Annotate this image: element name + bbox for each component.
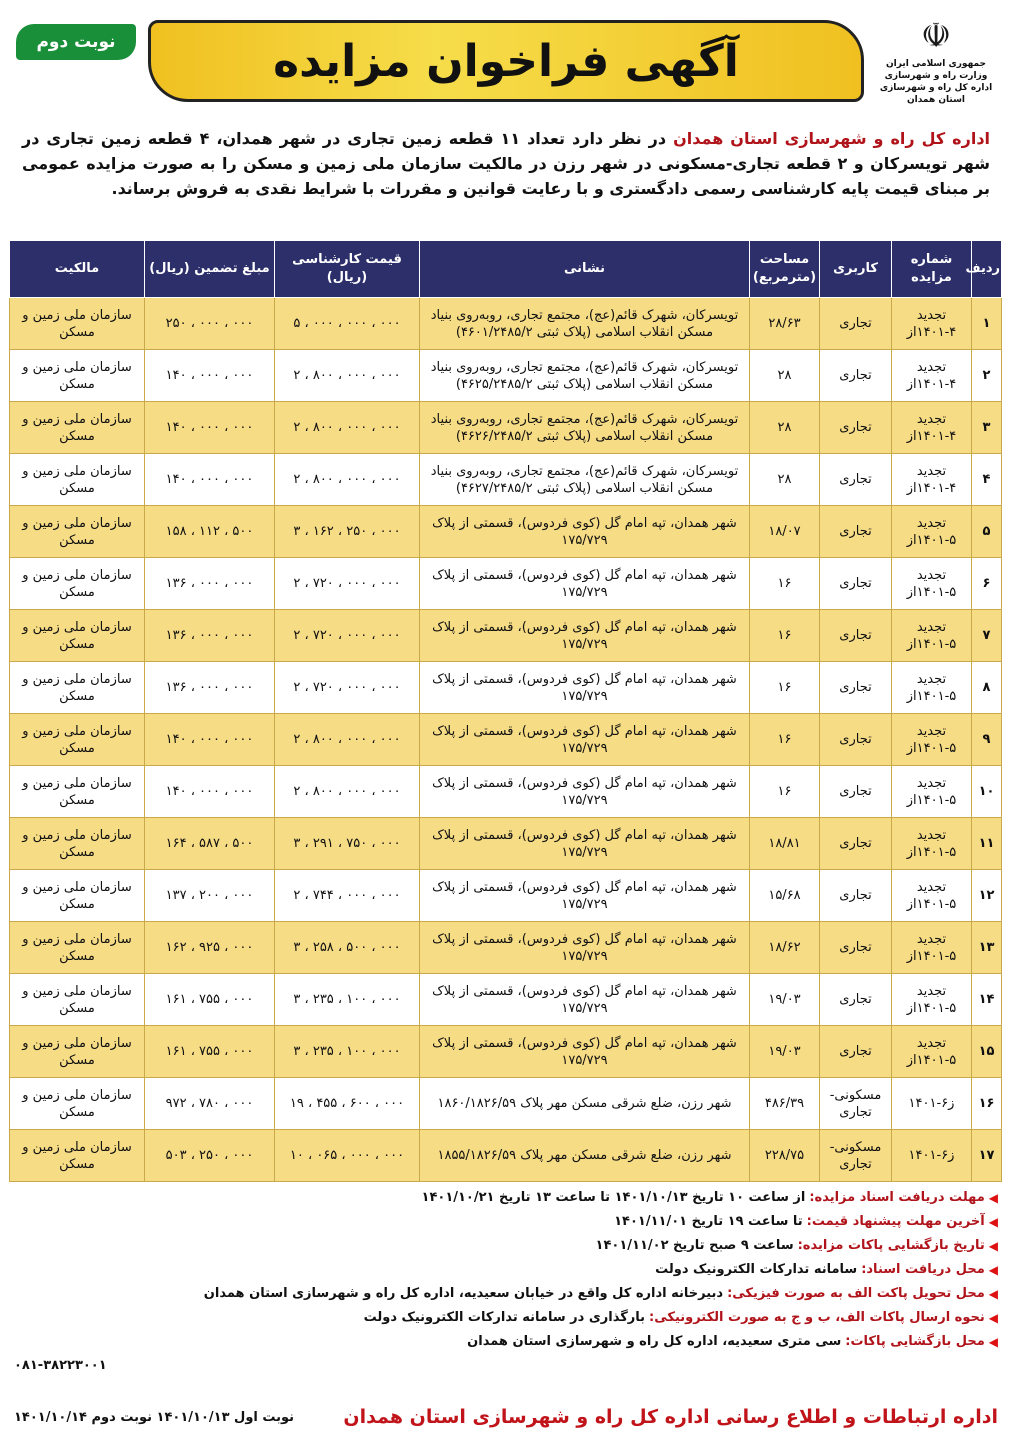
cell-address: شهر همدان، تپه امام گل (کوی فردوس)، قسمتی از پلاک ۱۷۵/۷۲۹ [420, 818, 750, 870]
title-banner [148, 20, 864, 102]
cell-area: ۱۹/۰۳ [750, 974, 820, 1026]
table-row [10, 922, 1002, 974]
table-row [10, 766, 1002, 818]
cell-owner: سازمان ملی زمین و مسکن [10, 818, 145, 870]
note-value: سامانه تدارکات الکترونیک دولت [655, 1262, 858, 1277]
table-row [10, 818, 1002, 870]
note-value: بارگذاری در سامانه تدارکات الکترونیک دولت [363, 1310, 646, 1325]
table-row [10, 558, 1002, 610]
table-row [10, 402, 1002, 454]
cell-owner: سازمان ملی زمین و مسکن [10, 922, 145, 974]
cell-area: ۲۸ [750, 350, 820, 402]
cell-auction-no: تجدید ۵-۱۴۰۱از [892, 558, 972, 610]
note-item [14, 1306, 998, 1330]
cell-price: ۲ ، ۸۰۰ ، ۰۰۰ ، ۰۰۰ [275, 454, 420, 506]
cell-deposit: ۱۴۰ ، ۰۰۰ ، ۰۰۰ [145, 454, 275, 506]
cell-usage: تجاری [820, 558, 892, 610]
table-row [10, 1130, 1002, 1182]
cell-usage: مسکونی-تجاری [820, 1078, 892, 1130]
cell-deposit: ۱۶۱ ، ۷۵۵ ، ۰۰۰ [145, 974, 275, 1026]
org-line1: جمهوری اسلامی ایران [885, 59, 987, 69]
note-item [14, 1330, 998, 1354]
cell-owner: سازمان ملی زمین و مسکن [10, 506, 145, 558]
note-key: نحوه ارسال پاکات الف، ب و ج به صورت الکترونیکی: [649, 1310, 985, 1325]
cell-address: تویسرکان، شهرک قائم(عج)، مجتمع تجاری، روبه‌روی بنیاد مسکن انقلاب اسلامی (پلاک ثبتی ۴۶۲۵/۲۴۸۵/۲) [420, 350, 750, 402]
phone-number: ۰۸۱-۳۸۲۲۳۰۰۱ [14, 1358, 107, 1373]
note-key: محل بازگشایی پاکات: [845, 1334, 985, 1349]
cell-area: ۱۶ [750, 714, 820, 766]
cell-address: تویسرکان، شهرک قائم(عج)، مجتمع تجاری، روبه‌روی بنیاد مسکن انقلاب اسلامی (پلاک ثبتی ۴۶۲۶/۲۴۸۵/۲) [420, 402, 750, 454]
cell-area: ۱۵/۶۸ [750, 870, 820, 922]
cell-deposit: ۱۵۸ ، ۱۱۲ ، ۵۰۰ [145, 506, 275, 558]
cell-address: شهر همدان، تپه امام گل (کوی فردوس)، قسمتی از پلاک ۱۷۵/۷۲۹ [420, 1026, 750, 1078]
cell-usage: تجاری [820, 974, 892, 1026]
note-key: آخرین مهلت پیشنهاد قیمت: [806, 1214, 985, 1229]
cell-area: ۱۸/۶۲ [750, 922, 820, 974]
government-emblem [876, 14, 996, 114]
cell-area: ۲۲۸/۷۵ [750, 1130, 820, 1182]
cell-usage: تجاری [820, 818, 892, 870]
cell-address: شهر همدان، تپه امام گل (کوی فردوس)، قسمتی از پلاک ۱۷۵/۷۲۹ [420, 558, 750, 610]
table-row [10, 870, 1002, 922]
note-value: تا ساعت ۱۹ تاریخ ۱۴۰۱/۱۱/۰۱ [614, 1214, 803, 1229]
col-deposit: مبلغ تضمین (ریال) [145, 241, 275, 298]
cell-usage: تجاری [820, 298, 892, 350]
cell-owner: سازمان ملی زمین و مسکن [10, 662, 145, 714]
cell-auction-no: تجدید ۵-۱۴۰۱از [892, 662, 972, 714]
cell-row: ۴ [972, 454, 1002, 506]
cell-row: ۲ [972, 350, 1002, 402]
cell-area: ۱۹/۰۳ [750, 1026, 820, 1078]
cell-row: ۱۲ [972, 870, 1002, 922]
note-item [14, 1258, 998, 1282]
cell-area: ۲۸ [750, 454, 820, 506]
cell-owner: سازمان ملی زمین و مسکن [10, 870, 145, 922]
cell-usage: تجاری [820, 766, 892, 818]
cell-address: شهر همدان، تپه امام گل (کوی فردوس)، قسمتی از پلاک ۱۷۵/۷۲۹ [420, 870, 750, 922]
arrow-icon: ◀ [988, 1215, 998, 1229]
cell-auction-no: تجدید ۵-۱۴۰۱از [892, 506, 972, 558]
cell-price: ۲ ، ۸۰۰ ، ۰۰۰ ، ۰۰۰ [275, 402, 420, 454]
cell-owner: سازمان ملی زمین و مسکن [10, 402, 145, 454]
note-item [14, 1282, 998, 1306]
cell-deposit: ۱۳۶ ، ۰۰۰ ، ۰۰۰ [145, 610, 275, 662]
col-address: نشانی [420, 241, 750, 298]
col-row: ردیف [972, 241, 1002, 298]
cell-address: شهر همدان، تپه امام گل (کوی فردوس)، قسمتی از پلاک ۱۷۵/۷۲۹ [420, 662, 750, 714]
cell-owner: سازمان ملی زمین و مسکن [10, 974, 145, 1026]
arrow-icon: ◀ [988, 1311, 998, 1325]
cell-row: ۱۰ [972, 766, 1002, 818]
cell-row: ۱۷ [972, 1130, 1002, 1182]
cell-owner: سازمان ملی زمین و مسکن [10, 454, 145, 506]
note-item [14, 1210, 998, 1234]
cell-owner: سازمان ملی زمین و مسکن [10, 298, 145, 350]
cell-address: تویسرکان، شهرک قائم(عج)، مجتمع تجاری، روبه‌روی بنیاد مسکن انقلاب اسلامی (پلاک ثبتی ۴۶۲۷/۲۴۸۵/۲) [420, 454, 750, 506]
cell-owner: سازمان ملی زمین و مسکن [10, 766, 145, 818]
cell-deposit: ۱۳۶ ، ۰۰۰ ، ۰۰۰ [145, 558, 275, 610]
cell-address: شهر همدان، تپه امام گل (کوی فردوس)، قسمتی از پلاک ۱۷۵/۷۲۹ [420, 610, 750, 662]
notes [14, 1186, 998, 1378]
cell-auction-no: تجدید ۵-۱۴۰۱از [892, 714, 972, 766]
col-area: مساحت (مترمربع) [750, 241, 820, 298]
cell-usage: تجاری [820, 454, 892, 506]
cell-row: ۵ [972, 506, 1002, 558]
note-item [14, 1186, 998, 1210]
cell-usage: تجاری [820, 506, 892, 558]
cell-auction-no: تجدید ۴-۱۴۰۱از [892, 298, 972, 350]
col-usage: کاربری [820, 241, 892, 298]
table-row [10, 610, 1002, 662]
intro-paragraph [22, 126, 990, 201]
cell-address: شهر همدان، تپه امام گل (کوی فردوس)، قسمتی از پلاک ۱۷۵/۷۲۹ [420, 922, 750, 974]
table-row [10, 714, 1002, 766]
cell-row: ۱۶ [972, 1078, 1002, 1130]
cell-price: ۵ ، ۰۰۰ ، ۰۰۰ ، ۰۰۰ [275, 298, 420, 350]
cell-row: ۸ [972, 662, 1002, 714]
cell-address: شهر رزن، ضلع شرقی مسکن مهر پلاک ۱۸۵۵/۱۸۲۶/۵۹ [420, 1130, 750, 1182]
cell-price: ۲ ، ۸۰۰ ، ۰۰۰ ، ۰۰۰ [275, 714, 420, 766]
note-key: محل دریافت اسناد: [861, 1262, 985, 1277]
cell-row: ۱۳ [972, 922, 1002, 974]
cell-auction-no: تجدید ۵-۱۴۰۱از [892, 1026, 972, 1078]
cell-price: ۳ ، ۲۳۵ ، ۱۰۰ ، ۰۰۰ [275, 1026, 420, 1078]
cell-deposit: ۱۴۰ ، ۰۰۰ ، ۰۰۰ [145, 714, 275, 766]
arrow-icon: ◀ [988, 1239, 998, 1253]
cell-usage: تجاری [820, 1026, 892, 1078]
arrow-icon: ◀ [988, 1191, 998, 1205]
table-row [10, 298, 1002, 350]
note-key: تاریخ بازگشایی پاکات مزایده: [797, 1238, 985, 1253]
cell-row: ۶ [972, 558, 1002, 610]
cell-row: ۱ [972, 298, 1002, 350]
note-key: مهلت دریافت اسناد مزایده: [809, 1190, 985, 1205]
cell-price: ۳ ، ۲۹۱ ، ۷۵۰ ، ۰۰۰ [275, 818, 420, 870]
arrow-icon: ◀ [988, 1263, 998, 1277]
cell-auction-no: تجدید ۵-۱۴۰۱از [892, 922, 972, 974]
table-row [10, 350, 1002, 402]
cell-address: شهر همدان، تپه امام گل (کوی فردوس)، قسمتی از پلاک ۱۷۵/۷۲۹ [420, 974, 750, 1026]
cell-price: ۱۹ ، ۴۵۵ ، ۶۰۰ ، ۰۰۰ [275, 1078, 420, 1130]
table-row [10, 506, 1002, 558]
cell-area: ۱۸/۸۱ [750, 818, 820, 870]
cell-auction-no: تجدید ۵-۱۴۰۱از [892, 870, 972, 922]
table-row [10, 974, 1002, 1026]
cell-auction-no: تجدید ۴-۱۴۰۱از [892, 350, 972, 402]
cell-usage: تجاری [820, 870, 892, 922]
col-owner: مالکیت [10, 241, 145, 298]
note-key: محل تحویل پاکت الف به صورت فیزیکی: [727, 1286, 985, 1301]
cell-owner: سازمان ملی زمین و مسکن [10, 610, 145, 662]
footer [14, 1402, 998, 1432]
note-value: از ساعت ۱۰ تاریخ ۱۴۰۱/۱۰/۱۳ تا ساعت ۱۳ تاریخ ۱۴۰۱/۱۰/۲۱ [421, 1190, 806, 1205]
cell-row: ۹ [972, 714, 1002, 766]
cell-price: ۲ ، ۷۲۰ ، ۰۰۰ ، ۰۰۰ [275, 610, 420, 662]
cell-area: ۱۶ [750, 662, 820, 714]
round-badge: نوبت دوم [16, 24, 136, 60]
cell-price: ۳ ، ۲۵۸ ، ۵۰۰ ، ۰۰۰ [275, 922, 420, 974]
cell-usage: تجاری [820, 402, 892, 454]
cell-area: ۲۸ [750, 402, 820, 454]
cell-owner: سازمان ملی زمین و مسکن [10, 1078, 145, 1130]
cell-owner: سازمان ملی زمین و مسکن [10, 1026, 145, 1078]
table-row [10, 1026, 1002, 1078]
cell-price: ۳ ، ۲۳۵ ، ۱۰۰ ، ۰۰۰ [275, 974, 420, 1026]
cell-deposit: ۱۶۲ ، ۹۲۵ ، ۰۰۰ [145, 922, 275, 974]
intro-text: در نظر دارد تعداد ۱۱ قطعه زمین تجاری در شهر همدان، ۴ قطعه زمین تجاری در شهر تویسرکان و ۲ قطعه تجاری-مسکونی در شهر رزن در مالکیت سازمان ملی زمین و مسکن را به صورت مزایده عمومی بر مبنای قیمت پایه کارشناسی رسمی دادگستری و با رعایت قوانین و مقررات با شرایط نقدی به فروش برساند. [22, 129, 991, 198]
header [8, 14, 1004, 114]
cell-deposit: ۱۴۰ ، ۰۰۰ ، ۰۰۰ [145, 766, 275, 818]
cell-owner: سازمان ملی زمین و مسکن [10, 1130, 145, 1182]
note-value: سی متری سعیدیه، اداره کل راه و شهرسازی استان همدان [467, 1334, 842, 1349]
cell-area: ۲۸/۶۳ [750, 298, 820, 350]
footer-dates: نوبت اول ۱۴۰۱/۱۰/۱۳ نوبت دوم ۱۴۰۱/۱۰/۱۴ [14, 1409, 295, 1425]
cell-deposit: ۱۶۴ ، ۵۸۷ ، ۵۰۰ [145, 818, 275, 870]
auction-table [9, 240, 1002, 1182]
org-line2: وزارت راه و شهرسازی [884, 71, 988, 81]
col-price: قیمت کارشناسی (ریال) [275, 241, 420, 298]
arrow-icon: ◀ [988, 1287, 998, 1301]
cell-price: ۲ ، ۷۴۴ ، ۰۰۰ ، ۰۰۰ [275, 870, 420, 922]
cell-area: ۴۸۶/۳۹ [750, 1078, 820, 1130]
org-line3: اداره کل راه و شهرسازی استان همدان [879, 83, 993, 105]
cell-owner: سازمان ملی زمین و مسکن [10, 558, 145, 610]
note-value: دبیرخانه اداره کل واقع در خیابان سعیدیه، اداره کل راه و شهرسازی استان همدان [203, 1286, 724, 1301]
cell-deposit: ۱۳۶ ، ۰۰۰ ، ۰۰۰ [145, 662, 275, 714]
cell-auction-no: تجدید ۵-۱۴۰۱از [892, 818, 972, 870]
cell-auction-no: تجدید ۴-۱۴۰۱از [892, 402, 972, 454]
cell-deposit: ۵۰۳ ، ۲۵۰ ، ۰۰۰ [145, 1130, 275, 1182]
cell-area: ۱۶ [750, 766, 820, 818]
col-auction-no: شماره مزایده [892, 241, 972, 298]
cell-address: شهر همدان، تپه امام گل (کوی فردوس)، قسمتی از پلاک ۱۷۵/۷۲۹ [420, 714, 750, 766]
cell-auction-no: تجدید ۵-۱۴۰۱از [892, 766, 972, 818]
cell-price: ۲ ، ۷۲۰ ، ۰۰۰ ، ۰۰۰ [275, 558, 420, 610]
cell-price: ۲ ، ۸۰۰ ، ۰۰۰ ، ۰۰۰ [275, 350, 420, 402]
cell-price: ۲ ، ۸۰۰ ، ۰۰۰ ، ۰۰۰ [275, 766, 420, 818]
cell-auction-no: ز۶-۱۴۰۱ [892, 1130, 972, 1182]
note-item [14, 1234, 998, 1258]
cell-price: ۳ ، ۱۶۲ ، ۲۵۰ ، ۰۰۰ [275, 506, 420, 558]
cell-usage: تجاری [820, 610, 892, 662]
cell-address: شهر رزن، ضلع شرقی مسکن مهر پلاک ۱۸۶۰/۱۸۲۶/۵۹ [420, 1078, 750, 1130]
cell-auction-no: تجدید ۵-۱۴۰۱از [892, 974, 972, 1026]
cell-auction-no: ز۶-۱۴۰۱ [892, 1078, 972, 1130]
cell-owner: سازمان ملی زمین و مسکن [10, 714, 145, 766]
emblem-icon: ☫ [920, 16, 952, 56]
cell-price: ۱۰ ، ۰۶۵ ، ۰۰۰ ، ۰۰۰ [275, 1130, 420, 1182]
note-value: ساعت ۹ صبح تاریخ ۱۴۰۱/۱۱/۰۲ [595, 1238, 794, 1253]
cell-auction-no: تجدید ۵-۱۴۰۱از [892, 610, 972, 662]
footer-dept: اداره ارتباطات و اطلاع رسانی اداره کل راه و شهرسازی استان همدان [343, 1406, 998, 1428]
cell-address: تویسرکان، شهرک قائم(عج)، مجتمع تجاری، روبه‌روی بنیاد مسکن انقلاب اسلامی (پلاک ثبتی ۴۶۰۱/۲۴۸۵/۲) [420, 298, 750, 350]
cell-deposit: ۱۴۰ ، ۰۰۰ ، ۰۰۰ [145, 350, 275, 402]
cell-row: ۱۵ [972, 1026, 1002, 1078]
cell-owner: سازمان ملی زمین و مسکن [10, 350, 145, 402]
cell-usage: تجاری [820, 714, 892, 766]
cell-price: ۲ ، ۷۲۰ ، ۰۰۰ ، ۰۰۰ [275, 662, 420, 714]
cell-usage: تجاری [820, 662, 892, 714]
cell-address: شهر همدان، تپه امام گل (کوی فردوس)، قسمتی از پلاک ۱۷۵/۷۲۹ [420, 506, 750, 558]
arrow-icon: ◀ [988, 1335, 998, 1349]
cell-row: ۷ [972, 610, 1002, 662]
intro-org: اداره کل راه و شهرسازی استان همدان [673, 129, 991, 148]
table-row [10, 454, 1002, 506]
table-row [10, 1078, 1002, 1130]
cell-area: ۱۶ [750, 558, 820, 610]
table-row [10, 662, 1002, 714]
cell-deposit: ۱۶۱ ، ۷۵۵ ، ۰۰۰ [145, 1026, 275, 1078]
cell-row: ۳ [972, 402, 1002, 454]
cell-address: شهر همدان، تپه امام گل (کوی فردوس)، قسمتی از پلاک ۱۷۵/۷۲۹ [420, 766, 750, 818]
cell-deposit: ۱۳۷ ، ۲۰۰ ، ۰۰۰ [145, 870, 275, 922]
cell-deposit: ۱۴۰ ، ۰۰۰ ، ۰۰۰ [145, 402, 275, 454]
cell-usage: تجاری [820, 350, 892, 402]
cell-area: ۱۸/۰۷ [750, 506, 820, 558]
cell-usage: تجاری [820, 922, 892, 974]
cell-row: ۱۴ [972, 974, 1002, 1026]
cell-auction-no: تجدید ۴-۱۴۰۱از [892, 454, 972, 506]
table-header-row [10, 241, 1002, 298]
page-title: آگهی فراخوان مزایده [273, 35, 739, 87]
cell-usage: مسکونی-تجاری [820, 1130, 892, 1182]
cell-area: ۱۶ [750, 610, 820, 662]
cell-deposit: ۹۷۲ ، ۷۸۰ ، ۰۰۰ [145, 1078, 275, 1130]
cell-row: ۱۱ [972, 818, 1002, 870]
cell-deposit: ۲۵۰ ، ۰۰۰ ، ۰۰۰ [145, 298, 275, 350]
